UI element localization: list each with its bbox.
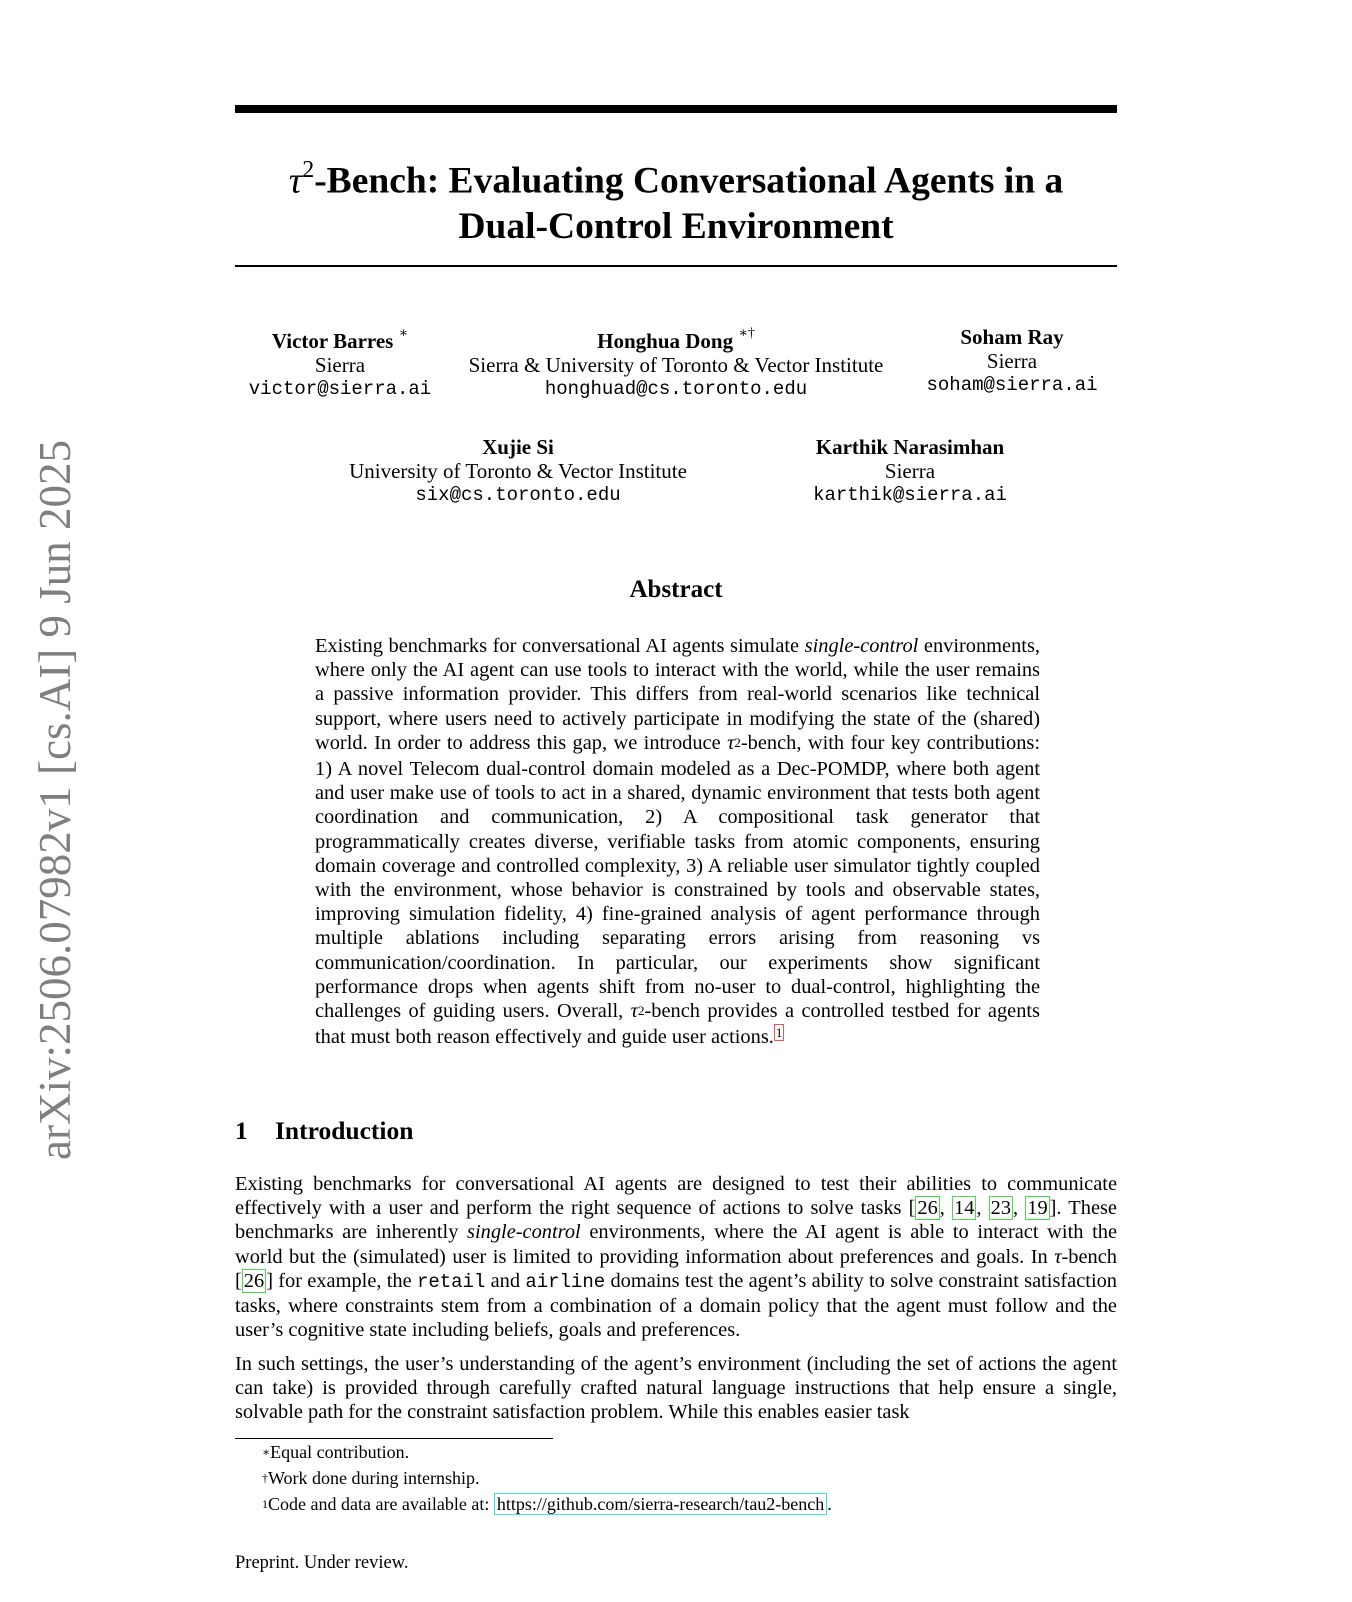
footnote-link[interactable]: 1 xyxy=(775,1025,783,1041)
author-block xyxy=(469,325,884,401)
preprint-notice: Preprint. Under review. xyxy=(235,1553,409,1573)
author-email[interactable]: six@cs.toronto.edu xyxy=(415,484,621,506)
title-line-2: Dual-Control Environment xyxy=(458,205,894,247)
author-affiliation: Sierra xyxy=(884,459,936,483)
footnote-item: †Work done during internship. xyxy=(262,1468,480,1488)
footnote-item: ∗Equal contribution. xyxy=(262,1442,410,1462)
author-email[interactable]: honghuad@cs.toronto.edu xyxy=(544,378,808,400)
arxiv-identifier-stamp: arXiv:2506.07982v1 [cs.AI] 9 Jun 2025 xyxy=(30,440,80,1160)
citation-link[interactable]: 26 xyxy=(243,1269,265,1292)
author-name: Karthik Narasimhan xyxy=(815,435,1005,459)
citation-link[interactable]: 23 xyxy=(990,1197,1012,1220)
author-name: Victor Barres ∗ xyxy=(271,326,409,353)
section-heading-introduction: 1 Introduction xyxy=(235,1116,414,1145)
footnotes xyxy=(262,1440,832,1518)
author-affiliation: Sierra & University of Toronto & Vector Institute xyxy=(468,353,884,377)
author-affiliation: Sierra xyxy=(986,349,1038,373)
author-affiliation: University of Toronto & Vector Institute xyxy=(349,459,687,483)
paper-title xyxy=(235,150,1117,249)
title-bottom-rule xyxy=(235,265,1117,267)
author-block xyxy=(249,325,431,401)
footnote-rule xyxy=(235,1438,553,1439)
author-name: Xujie Si xyxy=(482,435,554,459)
author-email[interactable]: victor@sierra.ai xyxy=(248,378,432,400)
citation-link[interactable]: 14 xyxy=(954,1197,975,1220)
title-top-rule xyxy=(235,105,1117,113)
footnote-item: $^1$Code and data are available at: https://github.com/sierra-research/tau2-bench . xyxy=(262,1494,832,1514)
author-name: Honghua Dong ∗† xyxy=(597,326,755,353)
intro-paragraph-1: Existing benchmarks for conversational AI agents are designed to test their abilities to communicate effectively with a user and perform the right sequence of actions to solve tasks [26, 14, 23, 19]. These benchmarks are inherently single-control environments, where the AI agent is able to interact with the world but the (simulated) user is limited to providing information about preferences and goals. In τ-bench [26] for example, the retail and airline domains test the agent’s ability to solve constraint satisfaction tasks, where constraints stem from a combination of a domain policy that the agent must follow and the user’s cognitive state including beliefs, goals and preferences. xyxy=(235,1173,1118,1342)
author-email[interactable]: soham@sierra.ai xyxy=(926,374,1098,396)
citation-link[interactable]: 19 xyxy=(1027,1197,1048,1220)
citation-link[interactable]: 26 xyxy=(917,1197,938,1220)
abstract-heading: Abstract xyxy=(629,576,723,603)
title-line-1: $\tau^2$-Bench: Evaluating Conversational Agents in a xyxy=(288,157,1064,202)
intro-paragraph-2: In such settings, the user’s understanding of the agent’s environment (including the set of actions the agent can take) is provided through carefully crafted natural language instructions that help ensure a single, solvable path for the constraint satisfaction problem. While this enables easier task xyxy=(235,1353,1117,1424)
author-email[interactable]: karthik@sierra.ai xyxy=(813,484,1007,506)
author-affiliation: Sierra xyxy=(314,353,366,377)
code-repository-link[interactable]: https://github.com/sierra-research/tau2-bench xyxy=(494,1493,827,1515)
author-block xyxy=(926,325,1097,397)
abstract-body: Existing benchmarks for conversational AI agents simulate single-control environments, where only the AI agent can use tools to interact with the world, while the user remains a passive information provider. This differs from real-world scenarios like technical support, where users need to actively participate in modifying the state of the (shared) world. In order to address this gap, we introduce $\tau^2$-bench, with four key contributions: 1) A novel Telecom dual-control domain modeled as a Dec-POMDP, where both agent and user make use of tools to act in a shared, dynamic environment that tests both agent coordination and communication, 2) A compositional task generator that programmatically creates diverse, verifiable tasks from atomic components, ensuring domain coverage and controlled complexity, 3) A reliable user simulator tightly coupled with the environment, whose behavior is constrained by tools and observable states, improving simulation fidelity, 4) fine-grained analysis of agent performance through multiple ablations including separating errors arising from reasoning vs communication/coordination. In particular, our experiments show significant performance drops when agents shift from no-user to dual-control, highlighting the challenges of guiding users. Overall, $\tau^2$-bench provides a controlled testbed for agents that must both reason effectively and guide user actions. $^1$ xyxy=(315,635,1040,1049)
author-block xyxy=(813,435,1007,507)
author-block xyxy=(349,435,687,507)
author-name: Soham Ray xyxy=(960,325,1064,349)
